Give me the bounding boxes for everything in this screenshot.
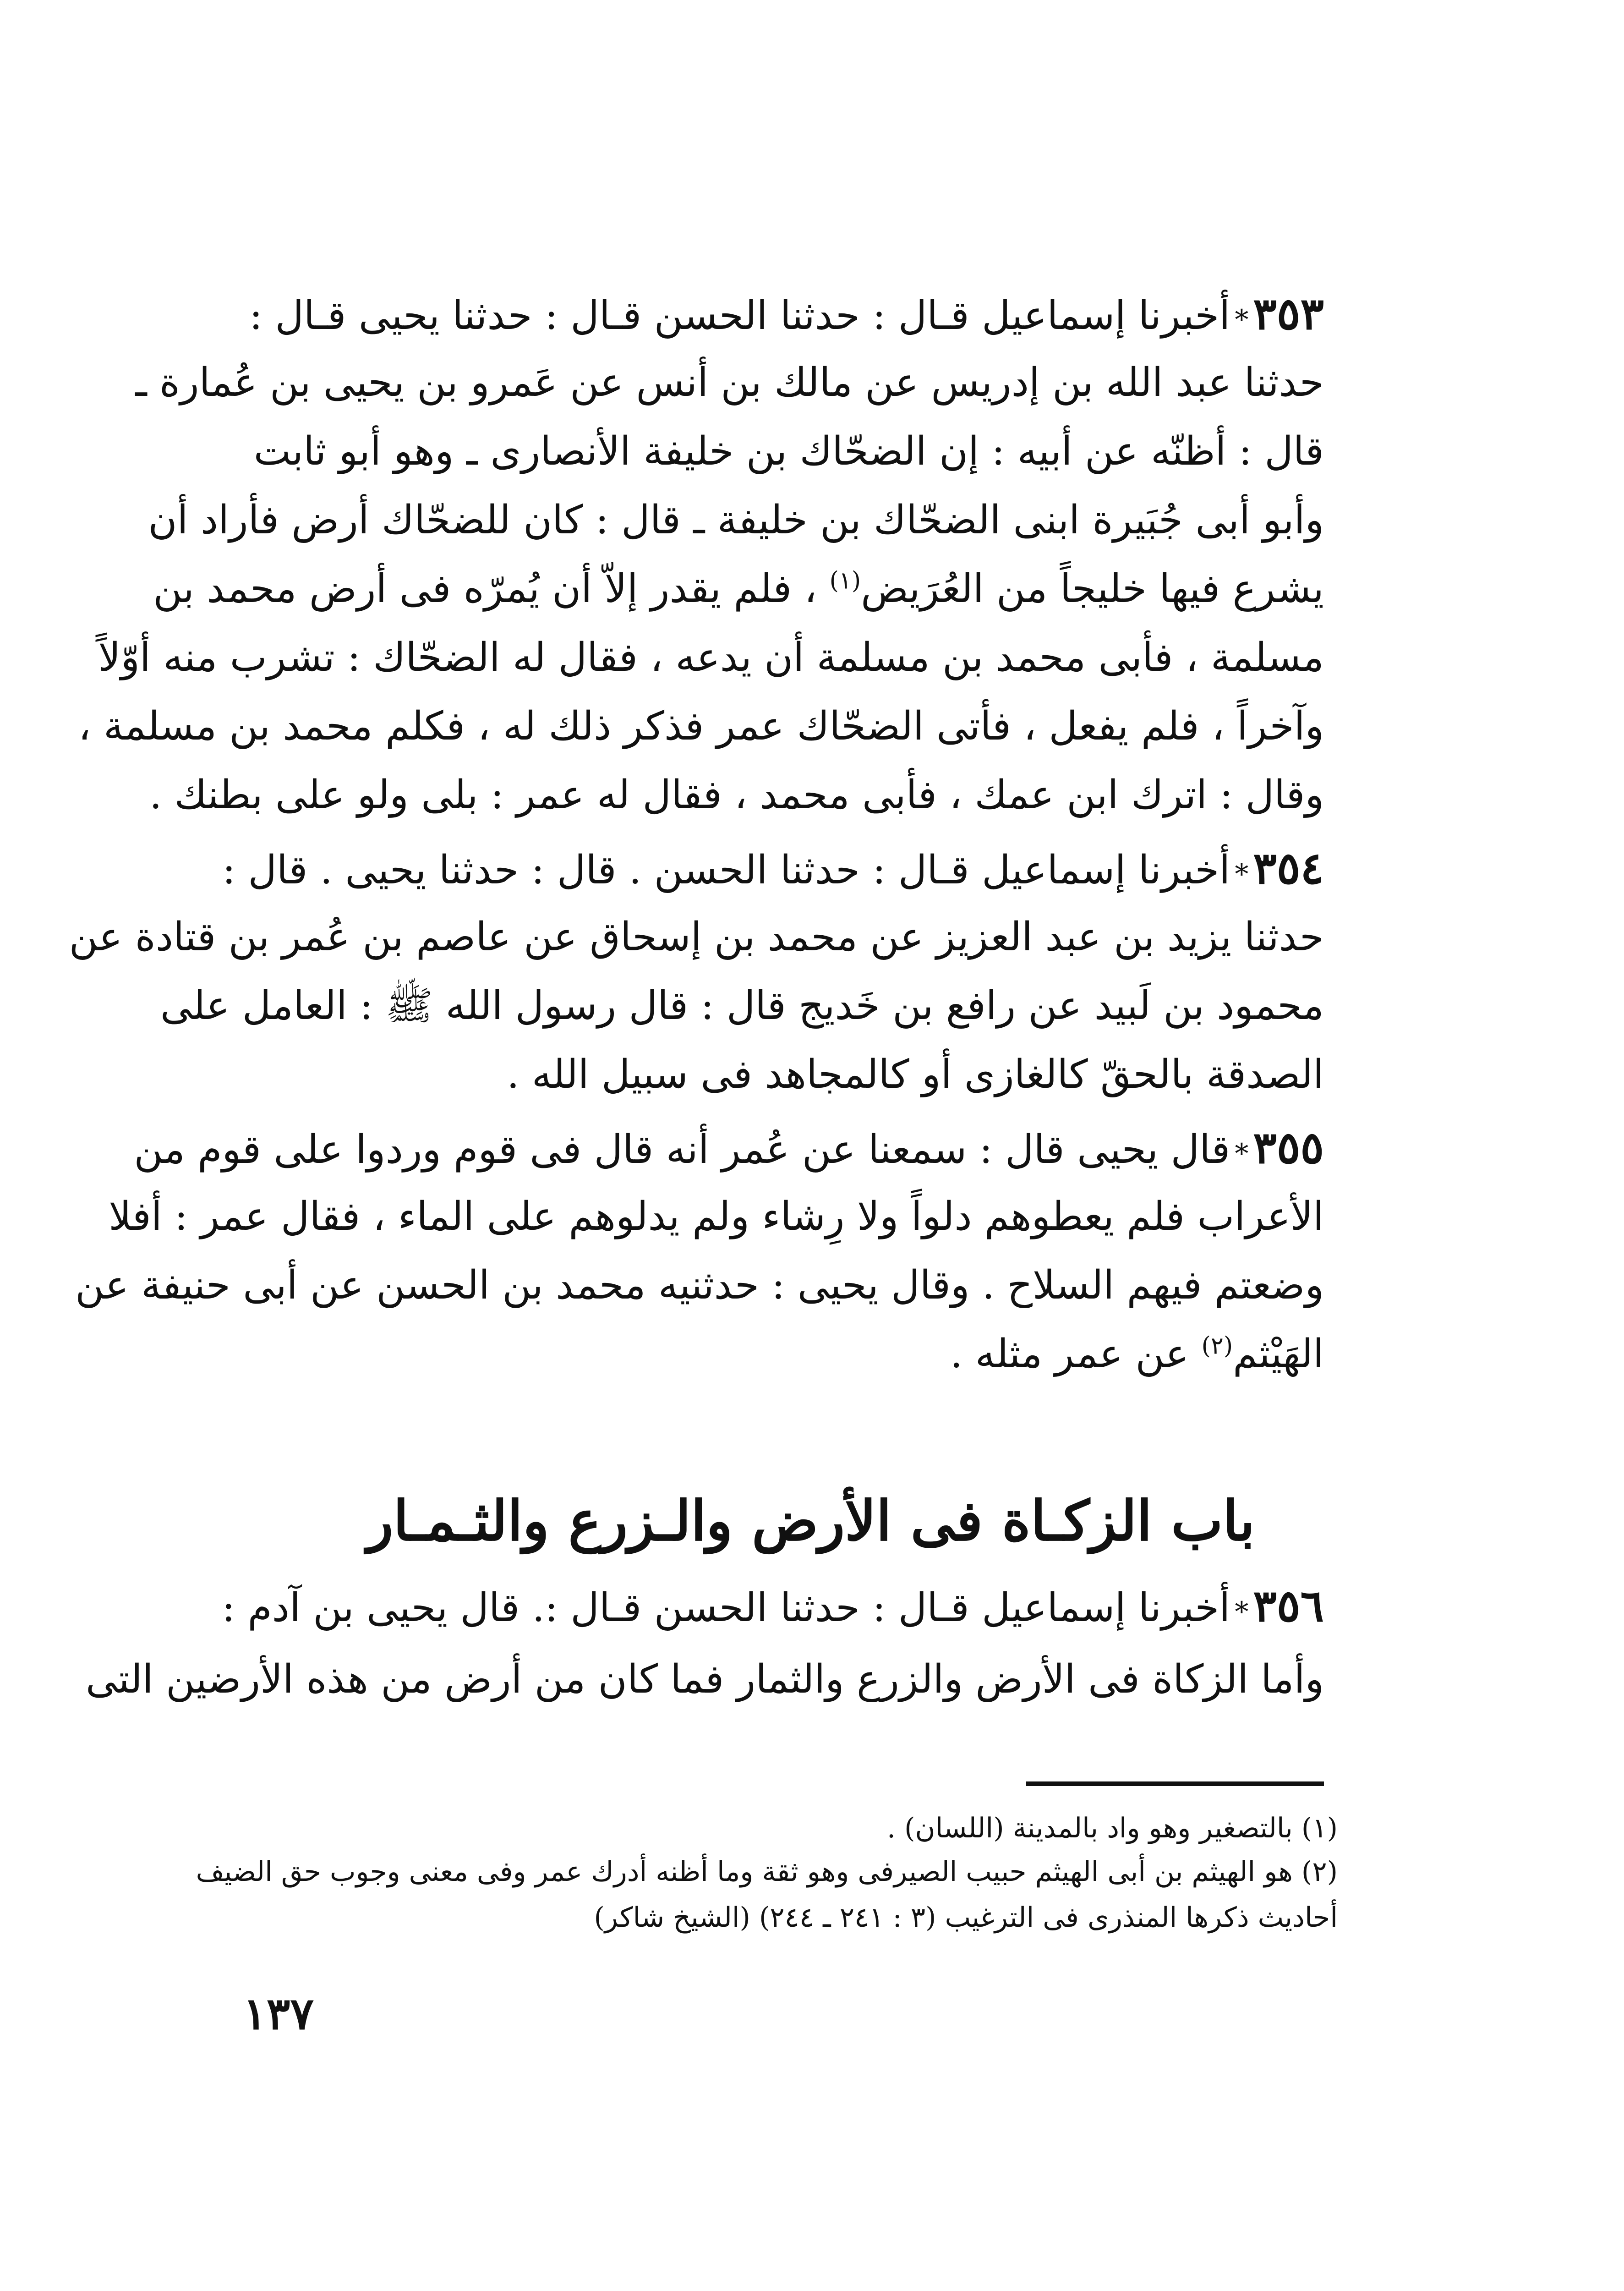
text-line: أخبرنا إسماعيل قـال : حدثنا الحسن . قال : حدثنا يحيى . قال : — [222, 847, 1230, 893]
footnote-2-continued: أحاديث ذكرها المنذرى فى الترغيب (٣ : ٢٤١ ـ ٢٤٤) (الشيخ شاكر) — [594, 1902, 1338, 1934]
text-segment: عن عمر مثله . — [950, 1331, 1189, 1377]
text-line: وآخراً ، فلم يفعل ، فأتى الضحّاك عمر فذكر ذلك له ، فكلم محمد بن مسلمة ، — [78, 703, 1324, 749]
section-heading: باب الزكـاة فى الأرض والـزرع والثـمـار — [366, 1489, 1255, 1553]
paragraph-marker: * — [1235, 858, 1249, 890]
text-line: حدثنا يزيد بن عبد العزيز عن محمد بن إسحاق عن عاصم بن عُمر بن قتادة عن — [69, 914, 1324, 960]
paragraph-number-355: ٣٥٥ — [1253, 1122, 1324, 1173]
footnote-ref-2[interactable]: (٢) — [1201, 1332, 1233, 1360]
text-line: الأعراب فلم يعطوهم دلواً ولا رِشاء ولم يدلوهم على الماء ، فقال عمر : أفلا — [109, 1194, 1324, 1239]
paragraph-355-line-1 — [134, 1118, 1324, 1178]
footnote-divider — [1026, 1781, 1324, 1786]
text-segment: الهَيْثم — [1233, 1331, 1324, 1377]
text-line: وأبو أبى جُبَيرة ابنى الضحّاك بن خليفة ـ قال : كان للضحّاك أرض فأراد أن — [148, 497, 1324, 543]
text-line: مسلمة ، فأبى محمد بن مسلمة أن يدعه ، فقال له الضحّاك : تشرب منه أوّلاً — [98, 635, 1324, 680]
paragraph-marker: * — [1235, 1138, 1249, 1170]
page-number: ١٣٧ — [243, 1988, 314, 2039]
text-line: قال : أظنّه عن أبيه : إن الضحّاك بن خليفة الأنصارى ـ وهو أبو ثابت — [253, 428, 1324, 474]
paragraph-number-356: ٣٥٦ — [1253, 1580, 1324, 1632]
paragraph-number-353: ٣٥٣ — [1253, 288, 1324, 340]
text-line: أخبرنا إسماعيل قـال : حدثنا الحسن قـال : حدثنا يحيى قـال : — [249, 293, 1230, 339]
text-segment: ، فلم يقدر إلاّ أن يُمرّه فى أرض محمد بن — [153, 566, 817, 612]
text-line: وأما الزكاة فى الأرض والزرع والثمار فما كان من أرض من هذه الأرضين التى — [86, 1656, 1324, 1702]
paragraph-354-line-1 — [222, 839, 1324, 898]
text-line: وقال : اترك ابن عمك ، فأبى محمد ، فقال له عمر : بلى ولو على بطنك . — [149, 772, 1324, 818]
text-line: وضعتم فيهم السلاح . وقال يحيى : حدثنيه محمد بن الحسن عن أبى حنيفة عن — [75, 1262, 1324, 1308]
paragraph-355-line-4 — [298, 1324, 1324, 1384]
paragraph-marker: * — [1235, 1596, 1249, 1628]
footnote-ref-1[interactable]: (١) — [829, 567, 861, 595]
footnote-1: (١) بالتصغير وهو واد بالمدينة (اللسان) . — [886, 1812, 1338, 1844]
text-line: أخبرنا إسماعيل قـال : حدثنا الحسن قـال :. قال يحيى بن آدم : — [222, 1585, 1230, 1631]
text-line: قال يحيى قال : سمعنا عن عُمر أنه قال فى قوم وردوا على قوم من — [134, 1127, 1230, 1173]
text-segment: يشرع فيها خليجاً من العُرَيض — [861, 566, 1324, 612]
paragraph-356-line-1 — [222, 1576, 1324, 1636]
paragraph-353-line-1 — [249, 284, 1324, 344]
text-line: محمود بن لَبيد عن رافع بن خَديج قال : قال رسول الله ﷺ : العامل على — [160, 983, 1324, 1029]
paragraph-number-354: ٣٥٤ — [1253, 842, 1324, 894]
paragraph-353-line-5 — [153, 559, 1324, 619]
paragraph-marker: * — [1235, 304, 1249, 336]
footnote-2: (٢) هو الهيثم بن أبى الهيثم حبيب الصيرفى وهو ثقة وما أظنه أدرك عمر وفى معنى وجوب حق الضيف — [196, 1856, 1338, 1888]
text-line: حدثنا عبد الله بن إدريس عن مالك بن أنس عن عَمرو بن يحيى بن عُمارة ـ — [135, 360, 1324, 406]
text-line: الصدقة بالحقّ كالغازى أو كالمجاهد فى سبيل الله . — [507, 1052, 1324, 1097]
